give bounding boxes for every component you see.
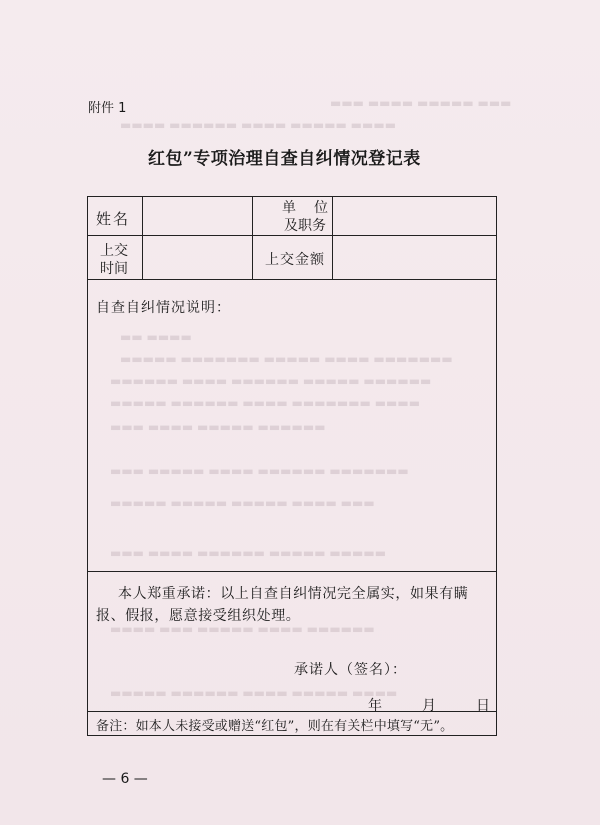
attachment-label: 附件 1 [88, 101, 127, 116]
row-divider [88, 279, 496, 280]
submit-amount-field[interactable] [334, 237, 494, 277]
show-through-texture: ▬▬▬▬▬ ▬▬▬▬▬▬▬ ▬▬▬▬▬ ▬▬▬▬ ▬▬▬▬▬▬▬ [120, 352, 453, 366]
pledge-statement: 本人郑重承诺：以上自查自纠情况完全属实，如果有瞒报、假报，愿意接受组织处理。 [96, 586, 469, 624]
show-through-texture: ▬▬▬▬▬ ▬▬▬▬▬▬ ▬▬▬▬ ▬▬▬▬▬ ▬▬▬▬ [110, 686, 398, 700]
show-through-texture: ▬▬▬▬▬▬ ▬▬▬▬ ▬▬▬▬▬▬ ▬▬▬▬▬ ▬▬▬▬▬▬ [110, 374, 432, 388]
name-field[interactable] [144, 198, 250, 234]
sign-date-line [368, 695, 490, 715]
form-title: 红包”专项治理自查自纠情况登记表 [148, 149, 421, 169]
submit-amount-label: 上交金额 [265, 252, 325, 268]
date-month-label: 月 [422, 698, 436, 714]
self-check-description-label: 自查自纠情况说明： [96, 300, 231, 316]
show-through-texture: ▬▬▬ ▬▬▬▬ ▬▬▬▬▬ ▬▬▬▬▬▬ [110, 420, 326, 434]
show-through-texture: ▬▬▬▬▬ ▬▬▬▬▬ ▬▬▬▬▬ ▬▬▬▬ ▬▬▬ [110, 496, 375, 510]
name-label: 姓名 [96, 210, 131, 228]
date-year-label: 年 [368, 698, 382, 714]
show-through-texture: ▬▬▬ ▬▬▬▬ ▬▬▬▬▬▬ ▬▬▬▬▬ ▬▬▬▬▬ [110, 546, 387, 560]
show-through-texture: ▬▬▬▬▬ ▬▬▬▬▬▬ ▬▬▬▬ ▬▬▬▬▬▬▬ ▬▬▬▬ [110, 396, 421, 410]
remarks-note: 备注：如本人未接受或赠送“红包”，则在有关栏中填写“无”。 [96, 719, 454, 734]
row-divider [88, 571, 496, 572]
column-divider [142, 197, 143, 279]
unit-label-line1: 单位 [282, 200, 346, 216]
row-divider [88, 235, 496, 236]
self-check-description-field[interactable] [90, 319, 494, 567]
show-through-texture: ▬▬▬▬ ▬▬▬ ▬▬▬▬▬ ▬▬▬▬ ▬▬▬▬▬▬ [110, 622, 375, 636]
unit-position-field[interactable] [334, 198, 494, 234]
date-day-label: 日 [476, 698, 490, 714]
show-through-texture: ▬▬ ▬▬▬▬ [120, 330, 192, 344]
column-divider [252, 197, 253, 279]
registration-form-table [87, 196, 497, 736]
submit-date-label: 上交时间 [100, 243, 128, 277]
show-through-texture: ▬▬▬ ▬▬▬▬▬ ▬▬▬▬ ▬▬▬▬▬▬ ▬▬▬▬▬▬▬ [110, 464, 409, 478]
submit-date-field[interactable] [144, 237, 250, 277]
page-number: — 6 — [102, 771, 148, 787]
show-through-texture: ▬▬▬ ▬▬▬▬ ▬▬▬▬▬ ▬▬▬ [330, 96, 512, 110]
unit-label-line2: 及职务 [284, 218, 326, 234]
show-through-texture: ▬▬▬▬ ▬▬▬▬▬▬ ▬▬▬▬ ▬▬▬▬▬ ▬▬▬▬ [120, 118, 397, 132]
signer-label: 承诺人（签名）： [294, 662, 407, 678]
